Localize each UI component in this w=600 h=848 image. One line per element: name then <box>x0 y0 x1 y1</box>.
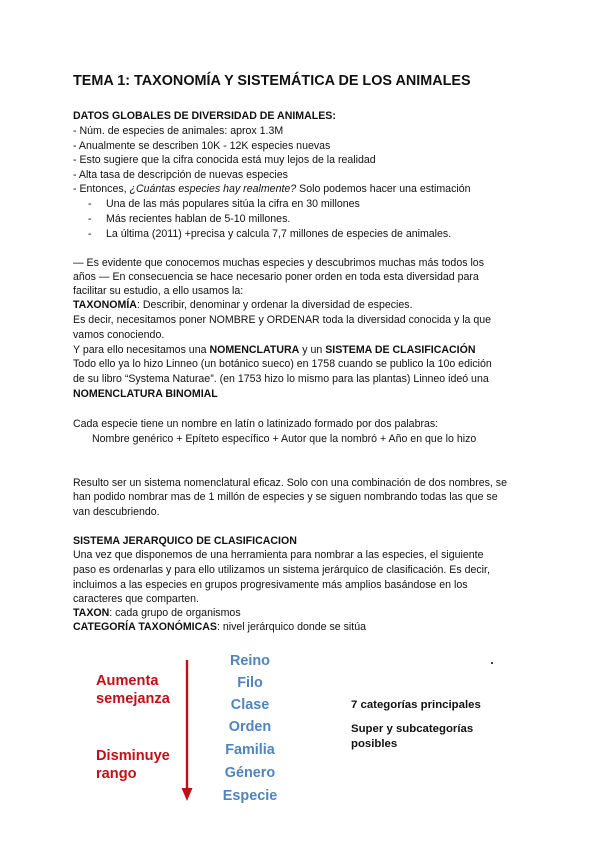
level-reino: Reino <box>230 653 270 669</box>
sistema-term: SISTEMA DE CLASIFICACIÓN <box>325 344 476 356</box>
taxon-def: : cada grupo de organismos <box>109 607 241 619</box>
datos-bullet: - Anualmente se describen 10K - 12K especies nuevas <box>73 140 331 152</box>
down-arrow-icon <box>180 660 194 802</box>
datos-bullet: - Núm. de especies de animales: aprox 1.3M <box>73 125 284 137</box>
aumenta-label: Aumenta <box>96 673 159 689</box>
datos-heading: DATOS GLOBALES DE DIVERSIDAD DE ANIMALES: <box>73 110 336 122</box>
level-filo: Filo <box>237 675 263 691</box>
taxonomia-definition <box>73 298 413 313</box>
disminuye-label: Disminuye <box>96 748 170 764</box>
level-especie: Especie <box>222 788 278 804</box>
formula-line: Nombre genérico + Epíteto específico + Autor que la nombró + Año en que lo hizo <box>92 433 477 445</box>
text: Y para ello necesitamos una <box>73 344 210 356</box>
arrow-head <box>182 788 193 801</box>
para-line: Una vez que disponemos de una herramienta para nombrar a las especies, el siguiente <box>73 549 484 561</box>
para-line: Cada especie tiene un nombre en latín o latinizado formado por dos palabras: <box>73 418 439 430</box>
dash: - <box>88 198 92 210</box>
text: y un <box>299 344 326 356</box>
para-line: de su libro “Systema Naturae”. (en 1753 hizo lo mismo para las plantas) Linneo ideó una <box>73 373 489 385</box>
taxon-definition <box>73 606 241 621</box>
categoria-def: : nivel jerárquico donde se sitúa <box>217 621 366 633</box>
level-familia: Familia <box>225 742 275 758</box>
para-line: facilitar su estudio, a ello usamos la: <box>73 285 244 297</box>
para-line: — Es evidente que conocemos muchas especies y descubrimos muchas más todos los <box>73 257 484 269</box>
level-orden: Orden <box>228 719 272 735</box>
para-line: paso es ordenarlas y para ello utilizamos un sistema jerárquico de clasificación. Es decir, <box>73 564 490 576</box>
para-line: Resulto ser un sistema nomenclatural eficaz. Solo con una combinación de dos nombres, se <box>73 477 507 489</box>
sistema-heading: SISTEMA JERARQUICO DE CLASIFICACION <box>73 535 297 547</box>
datos-bullet: - Esto sugiere que la cifra conocida está muy lejos de la realidad <box>73 154 376 166</box>
entonces-pre: - Entonces, <box>73 183 130 195</box>
level-genero: Género <box>224 765 276 781</box>
entonces-question: ¿Cuántas especies hay realmente? <box>129 183 297 195</box>
sub-bullet-text: Una de las más populares sitúa la cifra en 30 millones <box>106 198 360 210</box>
para-line: Es decir, necesitamos poner NOMBRE y ORDENAR toda la diversidad conocida y la que <box>73 314 492 326</box>
dot-mark <box>491 662 493 664</box>
entonces-post: Solo podemos hacer una estimación <box>296 183 471 195</box>
para-line: han podido nombrar mas de 1 millón de especies y se siguen nombrando todas las que se <box>73 491 498 503</box>
taxon-term: TAXON <box>73 607 110 619</box>
categoria-term: CATEGORÍA TAXONÓMICAS <box>73 621 217 633</box>
categorias-principales: 7 categorías principales <box>351 699 481 711</box>
para-line: incluimos a las especies en grupos progresivamente más amplios basándose en los <box>73 579 468 591</box>
rango-label: rango <box>96 766 137 782</box>
page-title: TEMA 1: TAXONOMÍA Y SISTEMÁTICA DE LOS ANIMALES <box>73 73 471 89</box>
sub-bullet-text: Más recientes hablan de 5-10 millones. <box>106 213 291 225</box>
para-line: van descubriendo. <box>73 506 160 518</box>
para-line: vamos conociendo. <box>73 329 165 341</box>
super-subcategorias: Super y subcategorías <box>351 723 474 735</box>
level-clase: Clase <box>230 697 270 713</box>
sub-bullet-text: La última (2011) +precisa y calcula 7,7 millones de especies de animales. <box>106 228 452 240</box>
nomenclatura-term: NOMENCLATURA <box>209 344 300 356</box>
dash: - <box>88 213 92 225</box>
para-line: años — En consecuencia se hace necesario poner orden en toda esta diversidad para <box>73 271 479 283</box>
para-line: Todo ello ya lo hizo Linneo (un botánico sueco) en 1758 cuando se publico la 10o edición <box>73 358 492 370</box>
sub-bullet <box>88 227 452 242</box>
dash: - <box>88 228 92 240</box>
semejanza-label: semejanza <box>96 691 170 707</box>
sub-bullet <box>88 212 291 227</box>
para-line: caracteres que comparten. <box>73 593 200 605</box>
datos-bullet-entonces <box>73 182 471 197</box>
datos-bullet: - Alta tasa de descripción de nuevas especies <box>73 169 288 181</box>
sub-bullet <box>88 197 360 212</box>
posibles: posibles <box>351 738 398 750</box>
categoria-definition <box>73 620 366 635</box>
para-line-nomenclatura <box>73 343 475 358</box>
taxonomia-def: : Describir, denominar y ordenar la diversidad de especies. <box>136 299 413 311</box>
taxonomia-term: TAXONOMÍA <box>73 299 137 311</box>
nomenclatura-binomial: NOMENCLATURA BINOMIAL <box>73 388 218 400</box>
